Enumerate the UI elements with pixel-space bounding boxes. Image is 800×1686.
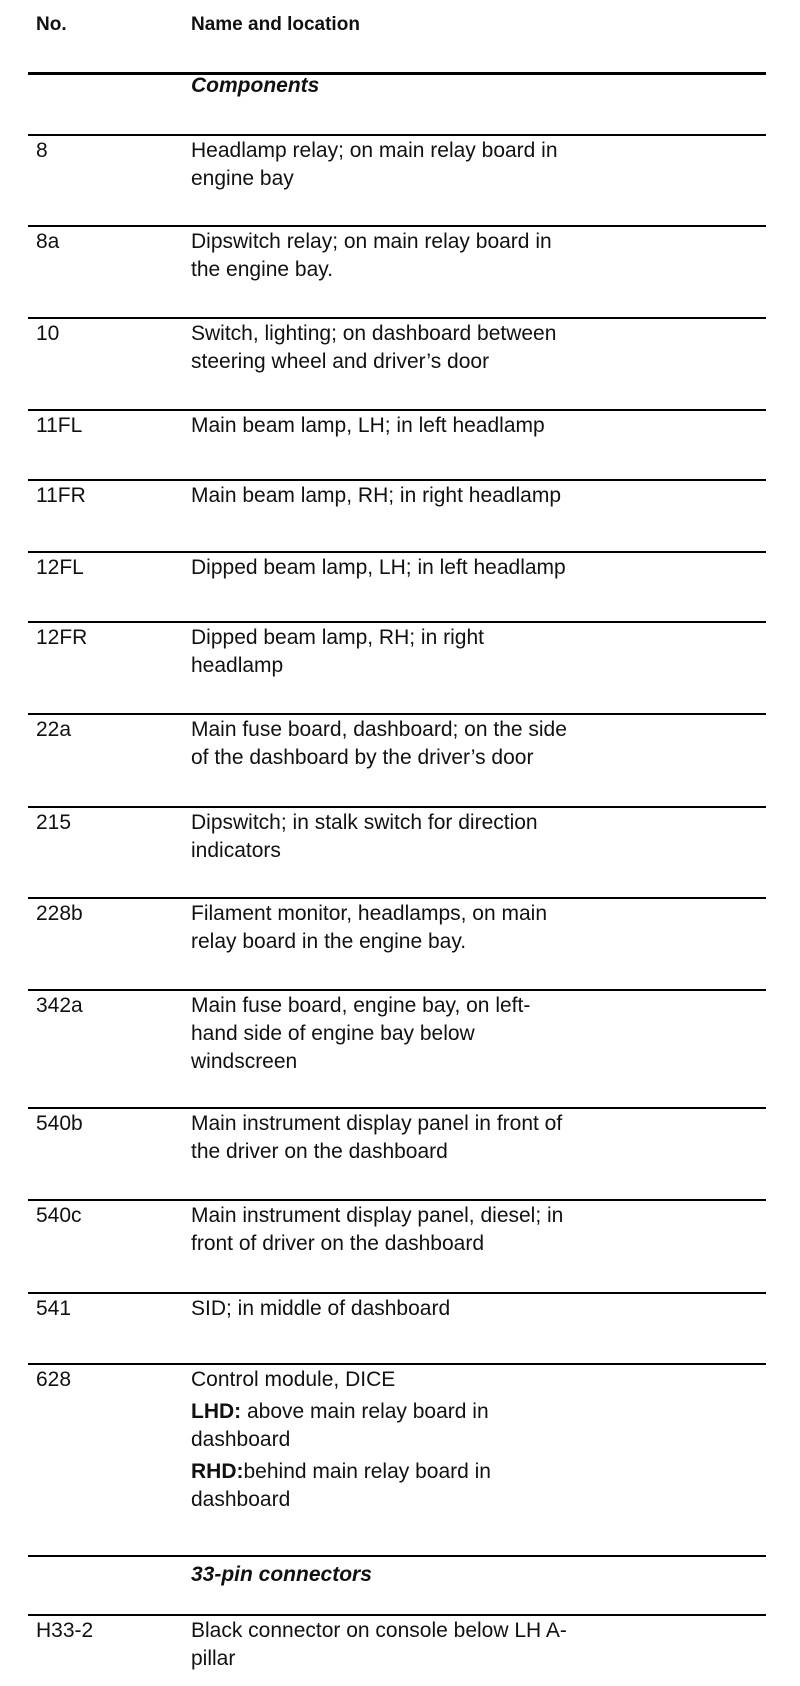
row-divider bbox=[28, 134, 766, 136]
component-number: 540c bbox=[36, 1204, 82, 1227]
description-line: pillar bbox=[191, 1647, 236, 1670]
description-line: headlamp bbox=[191, 654, 284, 677]
row-divider bbox=[28, 1199, 766, 1201]
section-title-components: Components bbox=[191, 74, 320, 97]
connector-number: H33-2 bbox=[36, 1619, 94, 1642]
description-line: Dipped beam lamp, RH; in right bbox=[191, 626, 484, 649]
component-number: 12FR bbox=[36, 626, 88, 649]
component-description bbox=[191, 1110, 661, 1166]
description-line: steering wheel and driver’s door bbox=[191, 350, 490, 373]
rhd-label: RHD: bbox=[191, 1460, 244, 1483]
row-divider bbox=[28, 713, 766, 715]
component-number: 8 bbox=[36, 139, 48, 162]
component-number: 215 bbox=[36, 811, 72, 834]
description-line: hand side of engine bay below bbox=[191, 1022, 475, 1045]
component-number: 11FR bbox=[36, 484, 86, 507]
description-line: engine bay bbox=[191, 167, 294, 190]
row-divider bbox=[28, 989, 766, 991]
component-number: 228b bbox=[36, 902, 83, 925]
row-divider bbox=[28, 806, 766, 808]
row-divider bbox=[28, 1614, 766, 1616]
description-line: Main fuse board, dashboard; on the side bbox=[191, 718, 567, 741]
row-divider bbox=[28, 479, 766, 481]
description-line: Filament monitor, headlamps, on main bbox=[191, 902, 548, 925]
description-line: Control module, DICE bbox=[191, 1368, 396, 1391]
description-line: Dipswitch relay; on main relay board in bbox=[191, 230, 552, 253]
component-number: 12FL bbox=[36, 556, 84, 579]
lhd-label: LHD: bbox=[191, 1400, 242, 1423]
component-description bbox=[191, 624, 661, 680]
component-description bbox=[191, 228, 661, 284]
component-description bbox=[191, 900, 661, 956]
description-line: the engine bay. bbox=[191, 258, 334, 281]
description-line: Switch, lighting; on dashboard between bbox=[191, 322, 557, 345]
description-line: Headlamp relay; on main relay board in bbox=[191, 139, 558, 162]
description-line: windscreen bbox=[191, 1050, 298, 1073]
row-divider bbox=[28, 1292, 766, 1294]
component-description bbox=[191, 1202, 661, 1258]
component-number: 342a bbox=[36, 994, 83, 1017]
lhd-entry bbox=[191, 1398, 661, 1426]
rhd-entry bbox=[191, 1458, 661, 1486]
component-number: 628 bbox=[36, 1368, 72, 1391]
section-title-33-pin-connectors: 33-pin connectors bbox=[191, 1563, 372, 1586]
description-line: Main fuse board, engine bay, on left- bbox=[191, 994, 531, 1017]
row-divider bbox=[28, 317, 766, 319]
component-description bbox=[191, 1366, 661, 1514]
component-number: 540b bbox=[36, 1112, 83, 1135]
rhd-text: behind main relay board in bbox=[243, 1460, 491, 1483]
component-number: 541 bbox=[36, 1297, 72, 1320]
section-divider bbox=[28, 1555, 766, 1557]
table-header bbox=[0, 14, 800, 44]
description-line: Main beam lamp, RH; in right headlamp bbox=[191, 484, 562, 507]
component-description bbox=[191, 809, 661, 865]
component-description bbox=[191, 1295, 661, 1323]
row-divider bbox=[28, 1363, 766, 1365]
component-description bbox=[191, 992, 661, 1076]
component-number: 11FL bbox=[36, 414, 83, 437]
column-header-no: No. bbox=[36, 14, 67, 35]
row-divider bbox=[28, 621, 766, 623]
component-description bbox=[191, 320, 661, 376]
component-description bbox=[191, 412, 661, 440]
description-line: Dipswitch; in stalk switch for direction bbox=[191, 811, 538, 834]
component-number: 22a bbox=[36, 718, 72, 741]
description-line: Main instrument display panel, diesel; in bbox=[191, 1204, 564, 1227]
description-line: relay board in the engine bay. bbox=[191, 930, 467, 953]
column-header-name-location: Name and location bbox=[191, 14, 360, 35]
description-line: SID; in middle of dashboard bbox=[191, 1297, 451, 1320]
row-divider bbox=[28, 551, 766, 553]
component-description bbox=[191, 554, 661, 582]
description-line: front of driver on the dashboard bbox=[191, 1232, 485, 1255]
rhd-text-continued: dashboard bbox=[191, 1488, 291, 1511]
row-divider bbox=[28, 409, 766, 411]
description-line: of the dashboard by the driver’s door bbox=[191, 746, 534, 769]
description-line: Dipped beam lamp, LH; in left headlamp bbox=[191, 556, 566, 579]
lhd-text-continued: dashboard bbox=[191, 1428, 291, 1451]
component-description bbox=[191, 482, 661, 510]
row-divider bbox=[28, 1107, 766, 1109]
header-divider bbox=[28, 72, 766, 75]
lhd-text: above main relay board in bbox=[241, 1400, 489, 1423]
component-number: 10 bbox=[36, 322, 60, 345]
component-number: 8a bbox=[36, 230, 60, 253]
description-line: the driver on the dashboard bbox=[191, 1140, 448, 1163]
description-line: Main beam lamp, LH; in left headlamp bbox=[191, 414, 545, 437]
description-line: Main instrument display panel in front of bbox=[191, 1112, 563, 1135]
connector-description bbox=[191, 1617, 661, 1673]
row-divider bbox=[28, 897, 766, 899]
description-line: indicators bbox=[191, 839, 281, 862]
description-line: Black connector on console below LH A- bbox=[191, 1619, 567, 1642]
component-description bbox=[191, 716, 661, 772]
row-divider bbox=[28, 225, 766, 227]
component-description bbox=[191, 137, 661, 193]
